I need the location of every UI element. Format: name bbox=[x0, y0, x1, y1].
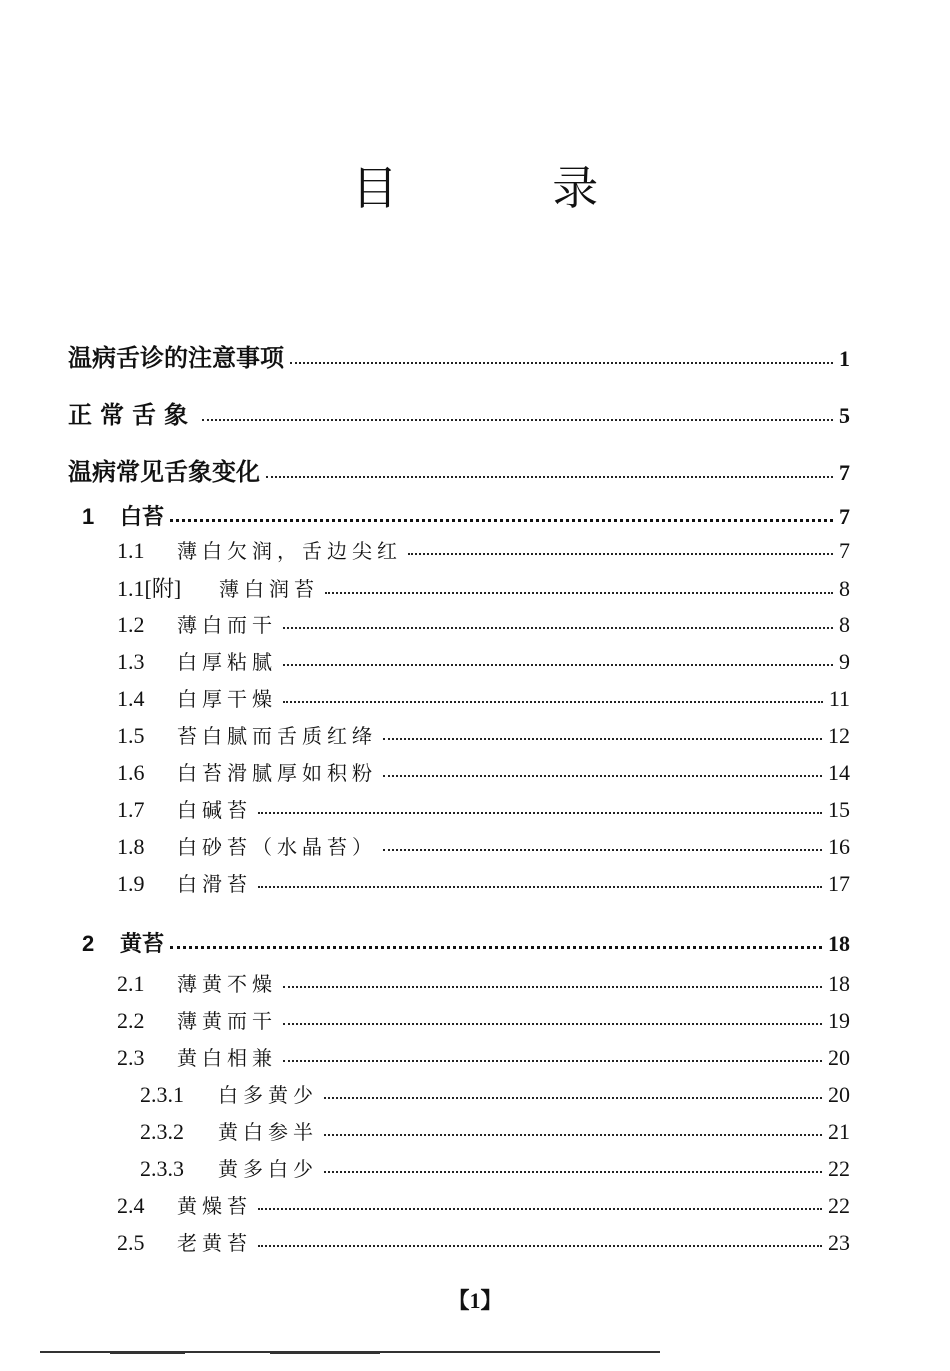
toc-entry-label: 黄白相兼 bbox=[177, 1046, 277, 1070]
toc-entry-label: 黄燥苔 bbox=[177, 1194, 252, 1218]
toc-entry-label: 白砂苔（水晶苔） bbox=[177, 835, 377, 859]
toc-entry[interactable] bbox=[68, 338, 850, 373]
leader-dots bbox=[324, 1134, 822, 1136]
toc-entry-page: 7 bbox=[839, 504, 850, 529]
toc-entry-number: 1.1[附] bbox=[117, 576, 182, 601]
toc-entry-label: 老黄苔 bbox=[177, 1231, 252, 1255]
toc-entry-number: 1.5 bbox=[117, 723, 145, 748]
toc-entry-number: 2.3.2 bbox=[140, 1119, 184, 1144]
toc-entry-number: 2.2 bbox=[117, 1008, 145, 1033]
toc-entry[interactable] bbox=[82, 500, 850, 531]
toc-entry[interactable] bbox=[140, 1153, 850, 1182]
toc-entry-label: 白苔滑腻厚如积粉 bbox=[177, 761, 377, 785]
toc-entry-page: 22 bbox=[828, 1156, 850, 1181]
toc-entry[interactable] bbox=[117, 572, 850, 603]
toc-entry-page: 7 bbox=[839, 538, 850, 563]
leader-dots bbox=[170, 519, 833, 522]
toc-entry-page: 18 bbox=[828, 931, 850, 956]
toc-entry-page: 8 bbox=[839, 576, 850, 601]
toc-entry[interactable] bbox=[117, 1042, 850, 1071]
leader-dots bbox=[324, 1097, 822, 1099]
toc-entry-number: 2 bbox=[82, 931, 95, 956]
toc-entry[interactable] bbox=[117, 1190, 850, 1219]
scan-edge-line bbox=[270, 1351, 380, 1354]
toc-entry-number: 2.4 bbox=[117, 1193, 145, 1218]
leader-dots bbox=[283, 664, 833, 666]
toc-entry-number: 2.1 bbox=[117, 971, 145, 996]
leader-dots bbox=[170, 946, 822, 949]
toc-entry-page: 20 bbox=[828, 1082, 850, 1107]
toc-entry-page: 21 bbox=[828, 1119, 850, 1144]
toc-entry-page: 11 bbox=[828, 686, 850, 711]
toc-entry-number: 2.3.3 bbox=[140, 1156, 184, 1181]
leader-dots bbox=[258, 1245, 822, 1247]
toc-entry[interactable] bbox=[117, 831, 850, 860]
toc-entry[interactable] bbox=[117, 757, 850, 786]
leader-dots bbox=[258, 1208, 822, 1210]
toc-entry-label: 白碱苔 bbox=[177, 798, 252, 822]
toc-entry-label: 白苔 bbox=[120, 505, 165, 530]
toc-entry-number: 1.1 bbox=[117, 538, 145, 563]
toc-entry[interactable] bbox=[117, 794, 850, 823]
toc-entry-number: 1.8 bbox=[117, 834, 145, 859]
scan-edge-line bbox=[110, 1351, 185, 1354]
leader-dots bbox=[283, 1060, 822, 1062]
toc-entry-label: 白厚粘腻 bbox=[177, 650, 277, 674]
leader-dots bbox=[383, 849, 822, 851]
toc-entry[interactable] bbox=[117, 968, 850, 997]
toc-entry-page: 8 bbox=[839, 612, 850, 637]
toc-entry-number: 1.2 bbox=[117, 612, 145, 637]
toc-entry[interactable] bbox=[140, 1116, 850, 1145]
toc-entry-label: 正常舌象 bbox=[68, 400, 196, 429]
toc-entry-label: 温病常见舌象变化 bbox=[68, 457, 260, 486]
toc-entry-number: 2.3 bbox=[117, 1045, 145, 1070]
toc-entry[interactable] bbox=[117, 1005, 850, 1034]
page-title: 目 录 bbox=[351, 161, 669, 215]
toc-entry-label: 白厚干燥 bbox=[177, 687, 277, 711]
toc-entry[interactable] bbox=[82, 927, 850, 958]
toc-entry-number: 1.6 bbox=[117, 760, 145, 785]
toc-entry-number: 1.4 bbox=[117, 686, 145, 711]
footer-page-number: 【1】 bbox=[447, 1288, 503, 1313]
leader-dots bbox=[408, 553, 833, 555]
leader-dots bbox=[290, 362, 833, 364]
toc-entry-page: 9 bbox=[839, 649, 850, 674]
toc-entry-number: 1 bbox=[82, 504, 95, 529]
toc-entry-number: 2.5 bbox=[117, 1230, 145, 1255]
toc-entry[interactable] bbox=[68, 452, 850, 487]
leader-dots bbox=[283, 701, 823, 703]
leader-dots bbox=[324, 1171, 822, 1173]
toc-entry-label: 薄白润苔 bbox=[219, 577, 319, 601]
leader-dots bbox=[283, 1023, 822, 1025]
leader-dots bbox=[283, 986, 822, 988]
toc-entry-page: 15 bbox=[828, 797, 850, 822]
toc-entry-label: 白滑苔 bbox=[177, 872, 252, 896]
toc-entry-label: 黄多白少 bbox=[218, 1157, 318, 1181]
toc-entry-page: 12 bbox=[828, 723, 850, 748]
leader-dots bbox=[202, 419, 833, 421]
toc-entry-label: 薄白而干 bbox=[177, 613, 277, 637]
toc-entry-label: 薄黄而干 bbox=[177, 1009, 277, 1033]
toc-entry-page: 5 bbox=[839, 403, 850, 428]
leader-dots bbox=[266, 476, 833, 478]
leader-dots bbox=[383, 738, 822, 740]
toc-entry-label: 黄苔 bbox=[120, 932, 165, 957]
toc-entry-label: 苔白腻而舌质红绛 bbox=[177, 724, 377, 748]
toc-entry[interactable] bbox=[117, 535, 850, 564]
toc-entry-page: 20 bbox=[828, 1045, 850, 1070]
toc-entry-page: 1 bbox=[839, 346, 850, 371]
toc-entry-page: 23 bbox=[828, 1230, 850, 1255]
toc-entry[interactable] bbox=[140, 1079, 850, 1108]
toc-entry-page: 22 bbox=[828, 1193, 850, 1218]
leader-dots bbox=[258, 886, 822, 888]
toc-entry-label: 温病舌诊的注意事项 bbox=[68, 343, 284, 372]
toc-entry-page: 16 bbox=[828, 834, 850, 859]
toc-entry-page: 17 bbox=[828, 871, 850, 896]
toc-entry-label: 白多黄少 bbox=[218, 1083, 318, 1107]
toc-entry[interactable] bbox=[117, 609, 850, 638]
toc-entry-number: 1.3 bbox=[117, 649, 145, 674]
toc-entry-page: 19 bbox=[828, 1008, 850, 1033]
toc-entry-page: 14 bbox=[828, 760, 850, 785]
toc-entry[interactable] bbox=[117, 868, 850, 897]
toc-entry-label: 薄黄不燥 bbox=[177, 972, 277, 996]
leader-dots bbox=[258, 812, 822, 814]
toc-entry-number: 1.9 bbox=[117, 871, 145, 896]
leader-dots bbox=[325, 592, 833, 594]
toc-entry[interactable] bbox=[117, 683, 850, 712]
toc-entry[interactable] bbox=[117, 646, 850, 675]
toc-entry-page: 7 bbox=[839, 460, 850, 485]
toc-entry[interactable] bbox=[68, 395, 850, 430]
toc-entry-label: 薄白欠润，舌边尖红 bbox=[177, 539, 402, 563]
toc-entry-number: 2.3.1 bbox=[140, 1082, 184, 1107]
leader-dots bbox=[383, 775, 822, 777]
toc-entry[interactable] bbox=[117, 720, 850, 749]
toc-entry[interactable] bbox=[117, 1227, 850, 1256]
toc-entry-page: 18 bbox=[828, 971, 850, 996]
toc-entry-number: 1.7 bbox=[117, 797, 145, 822]
toc-entry-label: 黄白参半 bbox=[218, 1120, 318, 1144]
leader-dots bbox=[283, 627, 833, 629]
